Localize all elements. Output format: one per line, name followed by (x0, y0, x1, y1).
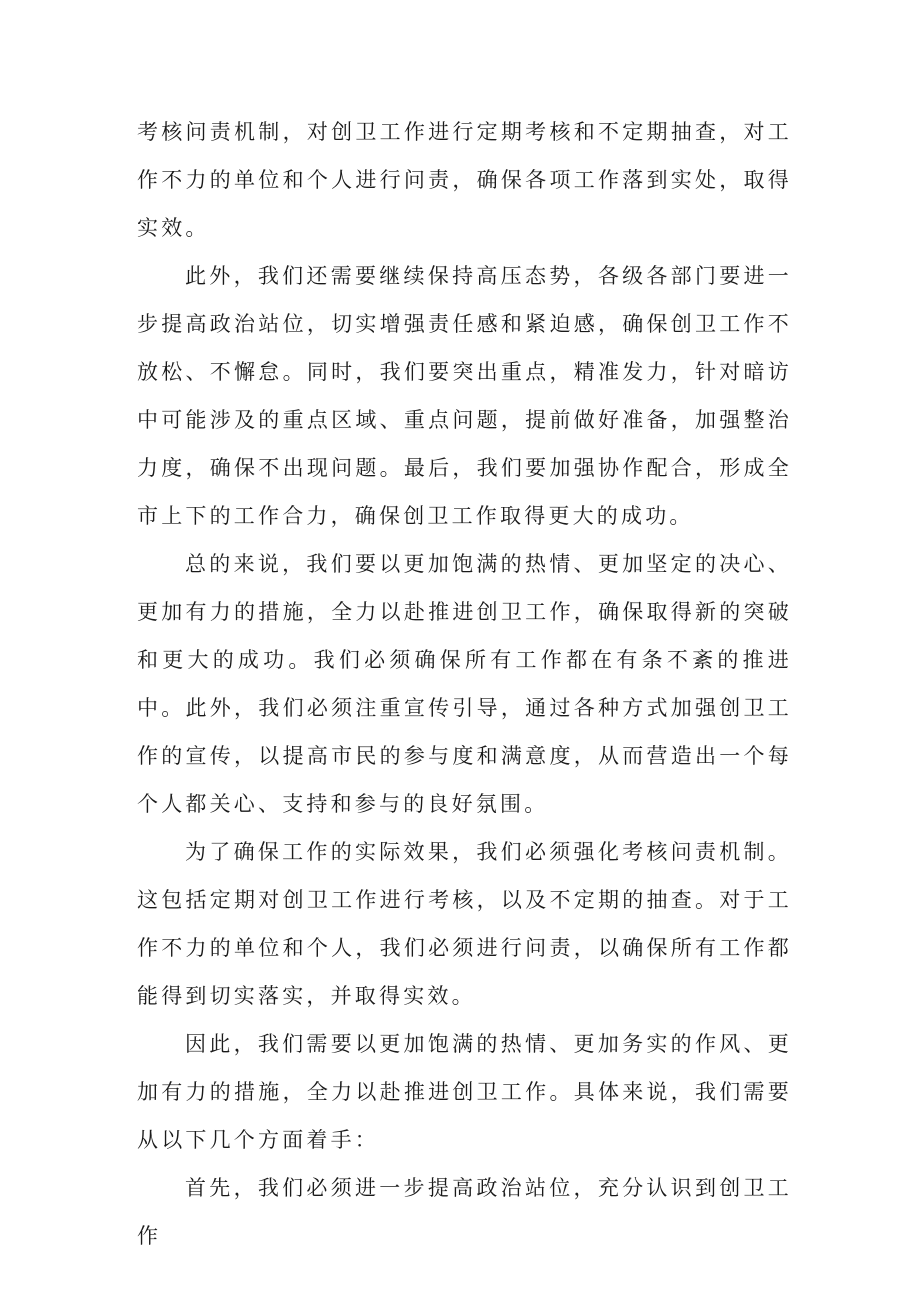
paragraph-3: 总的来说，我们要以更加饱满的热情、更加坚定的决心、更加有力的措施，全力以赴推进创卫工作，确保取得新的突破和更大的成功。我们必须确保所有工作都在有条不紊的推进中。此外，我们必须注重宣传引导，通过各种方式加强创卫工作的宣传，以提高市民的参与度和满意度，从而营造出一个每个人都关心、支持和参与的良好氛围。 (137, 552, 792, 816)
paragraph-1: 考核问责机制，对创卫工作进行定期考核和不定期抽查，对工作不力的单位和个人进行问责，确保各项工作落到实处，取得实效。 (137, 120, 792, 240)
paragraph-4: 为了确保工作的实际效果，我们必须强化考核问责机制。这包括定期对创卫工作进行考核，以及不定期的抽查。对于工作不力的单位和个人，我们必须进行问责，以确保所有工作都能得到切实落实，并取得实效。 (137, 840, 792, 1008)
paragraph-2: 此外，我们还需要继续保持高压态势，各级各部门要进一步提高政治站位，切实增强责任感和紧迫感，确保创卫工作不放松、不懈怠。同时，我们要突出重点，精准发力，针对暗访中可能涉及的重点区域、重点问题，提前做好准备，加强整治力度，确保不出现问题。最后，我们要加强协作配合，形成全市上下的工作合力，确保创卫工作取得更大的成功。 (137, 264, 792, 528)
document-body (137, 108, 792, 1260)
paragraph-6: 首先，我们必须进一步提高政治站位，充分认识到创卫工作 (137, 1176, 792, 1248)
paragraph-5: 因此，我们需要以更加饱满的热情、更加务实的作风、更加有力的措施，全力以赴推进创卫工作。具体来说，我们需要从以下几个方面着手： (137, 1032, 792, 1152)
